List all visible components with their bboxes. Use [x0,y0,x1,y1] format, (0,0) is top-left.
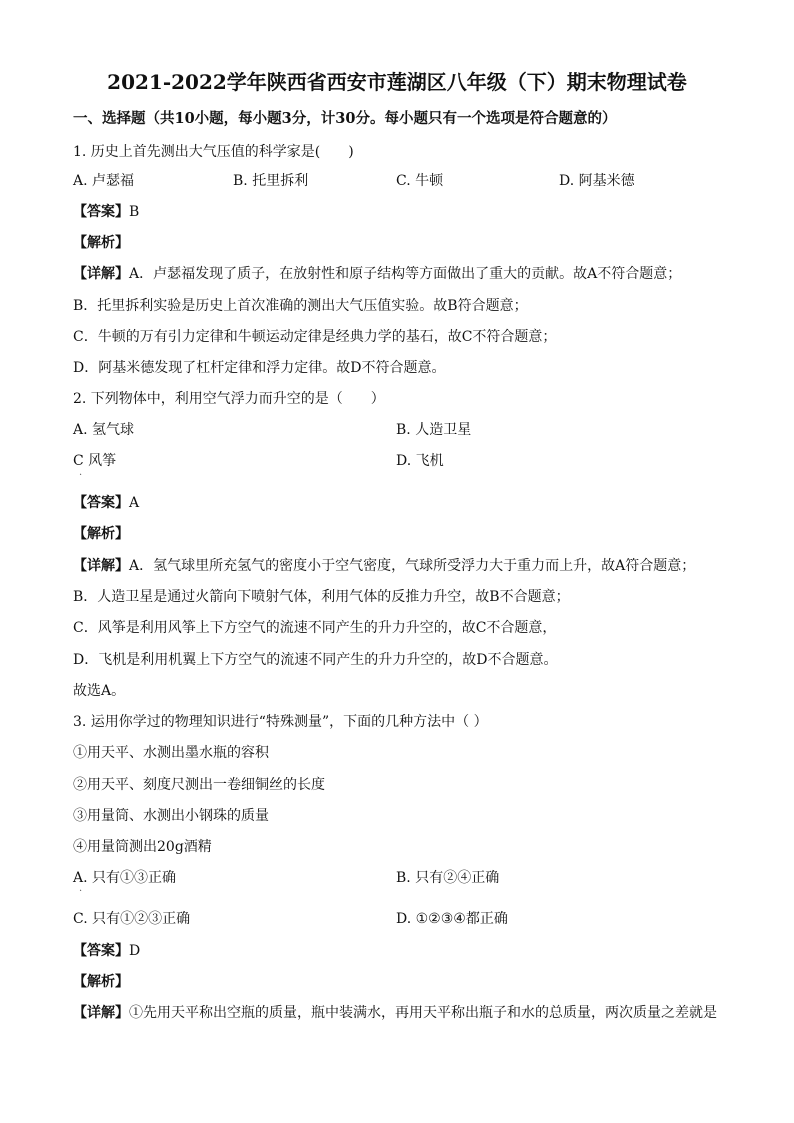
q1-answer [73,202,139,222]
question-3-stem: 3. 运用你学过的物理知识进行“特殊测量”，下面的几种方法中（ ） [73,714,488,730]
q1-detail-1: 【详解】A．卢瑟福发现了质子，在放射性和原子结构等方面做出了重大的贡献。故A不符合题意； [73,266,682,282]
q2-answer [73,493,139,513]
q2-option-d: D. 飞机 [396,453,444,469]
question-2-stem: 2. 下列物体中，利用空气浮力而升空的是（ ） [73,391,385,407]
answer-tag: 【答案】 [73,204,129,220]
q1-option-a: A. 卢瑟福 [73,173,135,189]
q3-item-3: ③用量筒、水测出小钢珠的质量 [73,808,269,824]
answer-value: D [129,943,141,959]
question-1-stem: 1. 历史上首先测出大气压值的科学家是( ) [73,144,354,160]
answer-tag: 【答案】 [73,495,129,511]
q2-detail-1: 【详解】A．氢气球里所充氢气的密度小于空气密度，气球所受浮力大于重力而上升，故A符合题意； [73,558,696,574]
detail-tag: 【详解】 [73,558,129,574]
q3-option-a: A. 只有①③正确 [73,870,177,886]
q2-detail-4: D．飞机是利用机翼上下方空气的流速不同产生的升力升空的，故D不合题意。 [73,652,558,668]
stray-mark: · [79,470,83,481]
stray-mark: · [79,886,83,897]
q3-item-1: ①用天平、水测出墨水瓶的容积 [73,745,269,761]
answer-value: B [129,204,140,220]
q3-option-c: C. 只有①②③正确 [73,911,191,927]
q2-option-c: C 风筝 [73,453,117,469]
q1-detail-4: D．阿基米德发现了杠杆定律和浮力定律。故D不符合题意。 [73,360,446,376]
q3-analysis-tag: 【解析】 [73,974,129,990]
q2-option-a: A. 氢气球 [73,422,135,438]
detail-tag: 【详解】 [73,1005,129,1021]
q1-analysis-tag: 【解析】 [73,235,129,251]
answer-value: A [129,495,140,511]
q3-option-b: B. 只有②④正确 [396,870,500,886]
q2-detail-3: C．风筝是利用风筝上下方空气的流速不同产生的升力升空的，故C不合题意， [73,620,557,636]
q1-option-c: C. 牛顿 [396,173,444,189]
q3-item-4: ④用量筒测出20g酒精 [73,839,212,855]
q1-option-b: B. 托里拆利 [233,173,309,189]
q3-detail-1: 【详解】①先用天平称出空瓶的质量，瓶中装满水，再用天平称出瓶子和水的总质量，两次质量之差就是 [73,1005,717,1021]
q3-item-2: ②用天平、刻度尺测出一卷细铜丝的长度 [73,777,325,793]
q1-detail-2: B．托里拆利实验是历史上首次准确的测出大气压值实验。故B符合题意； [73,298,528,314]
detail-tag: 【详解】 [73,266,129,282]
q3-option-d: D. ①②③④都正确 [396,911,508,927]
q3-answer [73,941,140,961]
q1-option-d: D. 阿基米德 [559,173,635,189]
q2-option-b: B. 人造卫星 [396,422,472,438]
page-title: 2021-2022学年陕西省西安市莲湖区八年级（下）期末物理试卷 [107,70,687,94]
section-heading: 一、选择题（共10小题，每小题3分，计30分。每小题只有一个选项是符合题意的） [73,110,617,127]
q2-detail-2: B．人造卫星是通过火箭向下喷射气体，利用气体的反推力升空，故B不合题意； [73,589,570,605]
q2-conclusion: 故选A。 [73,683,126,699]
q1-detail-3: C．牛顿的万有引力定律和牛顿运动定律是经典力学的基石，故C不符合题意； [73,329,557,345]
q2-analysis-tag: 【解析】 [73,526,129,542]
answer-tag: 【答案】 [73,943,129,959]
